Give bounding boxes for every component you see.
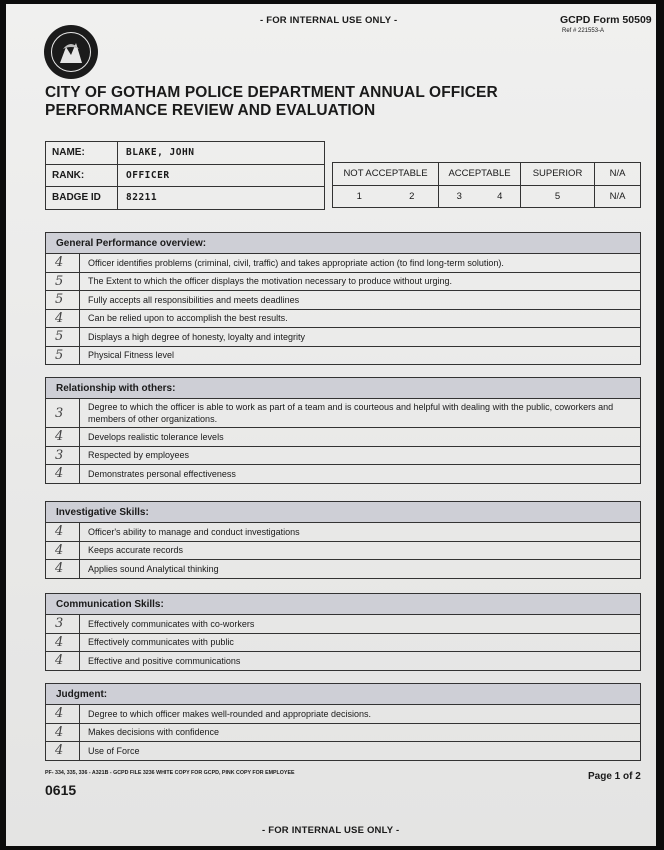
criteria-row: [46, 542, 640, 561]
handwritten-score: 5: [46, 273, 80, 291]
criteria-text: Applies sound Analytical thinking: [88, 563, 219, 574]
criteria-text: Fully accepts all responsibilities and meets deadlines: [88, 294, 300, 305]
name-row: [46, 142, 324, 165]
handwritten-score: 4: [46, 634, 80, 652]
criteria-row: [46, 465, 640, 483]
file-line: PF- 334, 335, 336 - A321B - GCPD FILE 3236 WHITE COPY FOR GCPD, PINK COPY FOR EMPLOYEE: [45, 770, 295, 776]
badge-label: BADGE ID: [46, 187, 118, 209]
top-banner: - FOR INTERNAL USE ONLY -: [260, 15, 398, 26]
scale-values-low: [333, 186, 439, 208]
scale-not-acceptable: NOT ACCEPTABLE: [333, 163, 439, 185]
criteria-row: [46, 560, 640, 578]
handwritten-score: 4: [46, 254, 80, 272]
scale-values-mid: [439, 186, 521, 208]
criteria-text: Officer identifies problems (criminal, civil, traffic) and takes appropriate action (to find long-term solution).: [88, 257, 504, 268]
criteria-text: Effectively communicates with co-workers: [88, 618, 255, 629]
criteria-text: Respected by employees: [88, 450, 190, 460]
rating-scale: [332, 162, 641, 208]
criteria-row: [46, 705, 640, 724]
criteria-row: [46, 615, 640, 634]
criteria-text: Physical Fitness level: [88, 350, 175, 360]
section-judgment: [45, 683, 641, 761]
criteria-row: [46, 634, 640, 653]
badge-row: [46, 187, 324, 209]
ref-number: Ref # 221553-A: [562, 28, 605, 34]
handwritten-score: 4: [46, 310, 80, 328]
scale-superior: SUPERIOR: [521, 163, 595, 185]
form-code: 0615: [45, 782, 77, 798]
handwritten-score: 5: [46, 328, 80, 346]
handwritten-score: 4: [46, 724, 80, 742]
scale-value-1: 1: [356, 190, 362, 202]
name-label: NAME:: [46, 142, 118, 164]
criteria-text: Can be relied upon to accomplish the best results.: [88, 313, 288, 323]
scale-value-5: 5: [521, 186, 595, 208]
handwritten-score: 4: [46, 560, 80, 578]
section-relationship-with-others: [45, 377, 641, 484]
criteria-text: Demonstrates personal effectiveness: [88, 468, 236, 479]
criteria-text: Keeps accurate records: [88, 545, 184, 555]
page-title: [45, 84, 498, 120]
handwritten-score: 3: [46, 615, 80, 633]
handwritten-score: 3: [46, 447, 80, 465]
section-investigative-skills: [45, 501, 641, 579]
department-seal: [44, 25, 98, 79]
criteria-text: Officer's ability to manage and conduct investigations: [88, 526, 300, 537]
rank-row: [46, 165, 324, 188]
section-title: Relationship with others:: [46, 378, 640, 399]
criteria-row: [46, 273, 640, 292]
handwritten-score: 5: [46, 347, 80, 365]
criteria-row: [46, 399, 640, 428]
criteria-row: [46, 310, 640, 329]
title-line-2: PERFORMANCE REVIEW AND EVALUATION: [45, 102, 376, 119]
handwritten-score: 4: [46, 705, 80, 723]
criteria-row: [46, 652, 640, 670]
scale-acceptable: ACCEPTABLE: [439, 163, 521, 185]
criteria-row: [46, 428, 640, 447]
officer-info-table: [45, 141, 325, 210]
bottom-banner: - FOR INTERNAL USE ONLY -: [262, 825, 400, 836]
criteria-text: Displays a high degree of honesty, loyalty and integrity: [88, 331, 305, 342]
handwritten-score: 4: [46, 428, 80, 446]
criteria-row: [46, 724, 640, 743]
handwritten-score: 4: [46, 465, 80, 483]
criteria-row: [46, 742, 640, 760]
badge-value: 82211: [126, 192, 158, 204]
criteria-row: [46, 447, 640, 466]
criteria-row: [46, 291, 640, 310]
section-title: Communication Skills:: [46, 594, 640, 615]
form-number: GCPD Form 50509: [560, 14, 652, 26]
criteria-row: [46, 523, 640, 542]
handwritten-score: 3: [46, 399, 80, 427]
criteria-text: Develops realistic tolerance levels: [88, 431, 224, 442]
handwritten-score: 5: [46, 291, 80, 309]
section-title: Judgment:: [46, 684, 640, 705]
scale-value-4: 4: [497, 190, 503, 202]
criteria-text: Effectively communicates with public: [88, 637, 234, 647]
scale-header-row: [333, 163, 640, 186]
criteria-row: [46, 328, 640, 347]
title-line-1: CITY OF GOTHAM POLICE DEPARTMENT ANNUAL OFFICER: [45, 84, 498, 101]
scale-value-2: 2: [409, 190, 415, 202]
criteria-text: Degree to which officer makes well-rounded and appropriate decisions.: [88, 708, 371, 719]
handwritten-score: 4: [46, 542, 80, 560]
name-value: BLAKE, JOHN: [126, 147, 195, 159]
criteria-text: Degree to which the officer is able to work as part of a team and is courteous and helpful with dealing with the public, coworkers and members of other organizations.: [88, 402, 614, 424]
rank-label: RANK:: [46, 165, 118, 187]
criteria-text: Effective and positive communications: [88, 655, 241, 666]
seal-emblem-icon: [51, 32, 91, 72]
handwritten-score: 4: [46, 742, 80, 760]
scale-value-na: N/A: [609, 190, 626, 202]
page-number: Page 1 of 2: [588, 771, 641, 782]
section-title: General Performance overview:: [46, 233, 640, 254]
scale-value-3: 3: [456, 190, 462, 202]
criteria-text: Makes decisions with confidence: [88, 727, 220, 737]
criteria-text: The Extent to which the officer displays the motivation necessary to produce without urging.: [88, 276, 453, 286]
scale-na: N/A: [609, 168, 626, 180]
section-general-performance-overview: [45, 232, 641, 365]
section-title: Investigative Skills:: [46, 502, 640, 523]
scale-values-row: [333, 186, 640, 208]
section-communication-skills: [45, 593, 641, 671]
criteria-row: [46, 254, 640, 273]
rank-value: OFFICER: [126, 169, 170, 181]
handwritten-score: 4: [46, 523, 80, 541]
criteria-row: [46, 347, 640, 365]
handwritten-score: 4: [46, 652, 80, 670]
criteria-text: Use of Force: [88, 745, 140, 756]
